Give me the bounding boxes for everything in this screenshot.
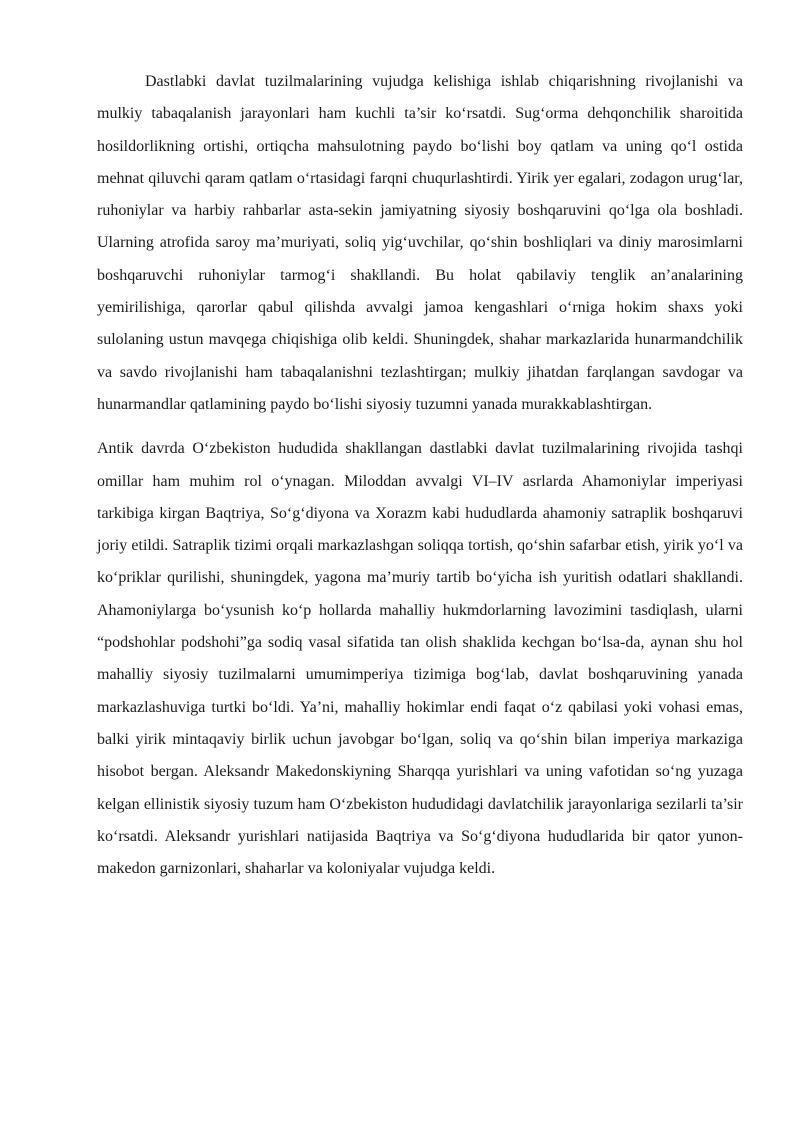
paragraph-2: Antik davrda O‘zbekiston hududida shakllangan dastlabki davlat tuzilmalarining rivojida tashqi omillar ham muhim rol o‘ynagan. Miloddan avvalgi VI–IV asrlarda Ahamoniylar imperiyasi tarkibiga kirgan Baqtriya, So‘g‘diyona va Xorazm kabi hududlarda ahamoniy satraplik boshqaruvi joriy etildi. Satraplik tizimi orqali markazlashgan soliqqa tortish, qo‘shin safarbar etish, yirik yo‘l va ko‘priklar qurilishi, shuningdek, yagona ma’muriy tartib bo‘yicha ish yuritish odatlari shakllandi. Ahamoniylarga bo‘ysunish ko‘p hollarda mahalliy hukmdorlarning lavozimini tasdiqlash, ularni “podshohlar podshohi”ga sodiq vasal sifatida tan olish shaklida kechgan bo‘lsa-da, aynan shu hol mahalliy siyosiy tuzilmalarni umumimperiya tizimiga bog‘lab, davlat boshqaruvining yanada markazlashuviga turtki bo‘ldi. Ya’ni, mahalliy hokimlar endi faqat o‘z qabilasi yoki vohasi emas, balki yirik mintaqaviy birlik uchun javobgar bo‘lgan, soliq va qo‘shin bilan imperiya markaziga hisobot bergan. Aleksandr Makedonskiyning Sharqqa yurishlari va uning vafotidan so‘ng yuzaga kelgan ellinistik siyosiy tuzum ham O‘zbekiston hududidagi davlatchilik jarayonlariga sezilarli ta’sir ko‘rsatdi. Aleksandr yurishlari natijasida Baqtriya va So‘g‘diyona hududlarida bir qator yunon-makedon garnizonlari, shaharlar va koloniyalar vujudga keldi. bbox=[97, 440, 743, 878]
document-page bbox=[97, 66, 743, 885]
paragraph-1: Dastlabki davlat tuzilmalarining vujudga kelishiga ishlab chiqarishning rivojlanishi va mulkiy tabaqalanish jarayonlari ham kuchli ta’sir ko‘rsatdi. Sug‘orma dehqonchilik sharoitida hosildorlikning ortishi, ortiqcha mahsulotning paydo bo‘lishi boy qatlam va uning qo‘l ostida mehnat qiluvchi qaram qatlam o‘rtasidagi farqni chuqurlashtirdi. Yirik yer egalari, zodagon urug‘lar, ruhoniylar va harbiy rahbarlar asta-sekin jamiyatning siyosiy boshqaruvini qo‘lga ola boshladi. Ularning atrofida saroy ma’muriyati, soliq yig‘uvchilar, qo‘shin boshliqlari va diniy marosimlarni boshqaruvchi ruhoniylar tarmog‘i shakllandi. Bu holat qabilaviy tenglik an’analarining yemirilishiga, qarorlar qabul qilishda avvalgi jamoa kengashlari o‘rniga hokim shaxs yoki sulolaning ustun mavqega chiqishiga olib keldi. Shuningdek, shahar markazlarida hunarmandchilik va savdo rivojlanishi ham tabaqalanishni tezlashtirgan; mulkiy jihatdan farqlangan savdogar va hunarmandlar qatlamining paydo bo‘lishi siyosiy tuzumni yanada murakkablashtirgan. bbox=[97, 73, 743, 413]
